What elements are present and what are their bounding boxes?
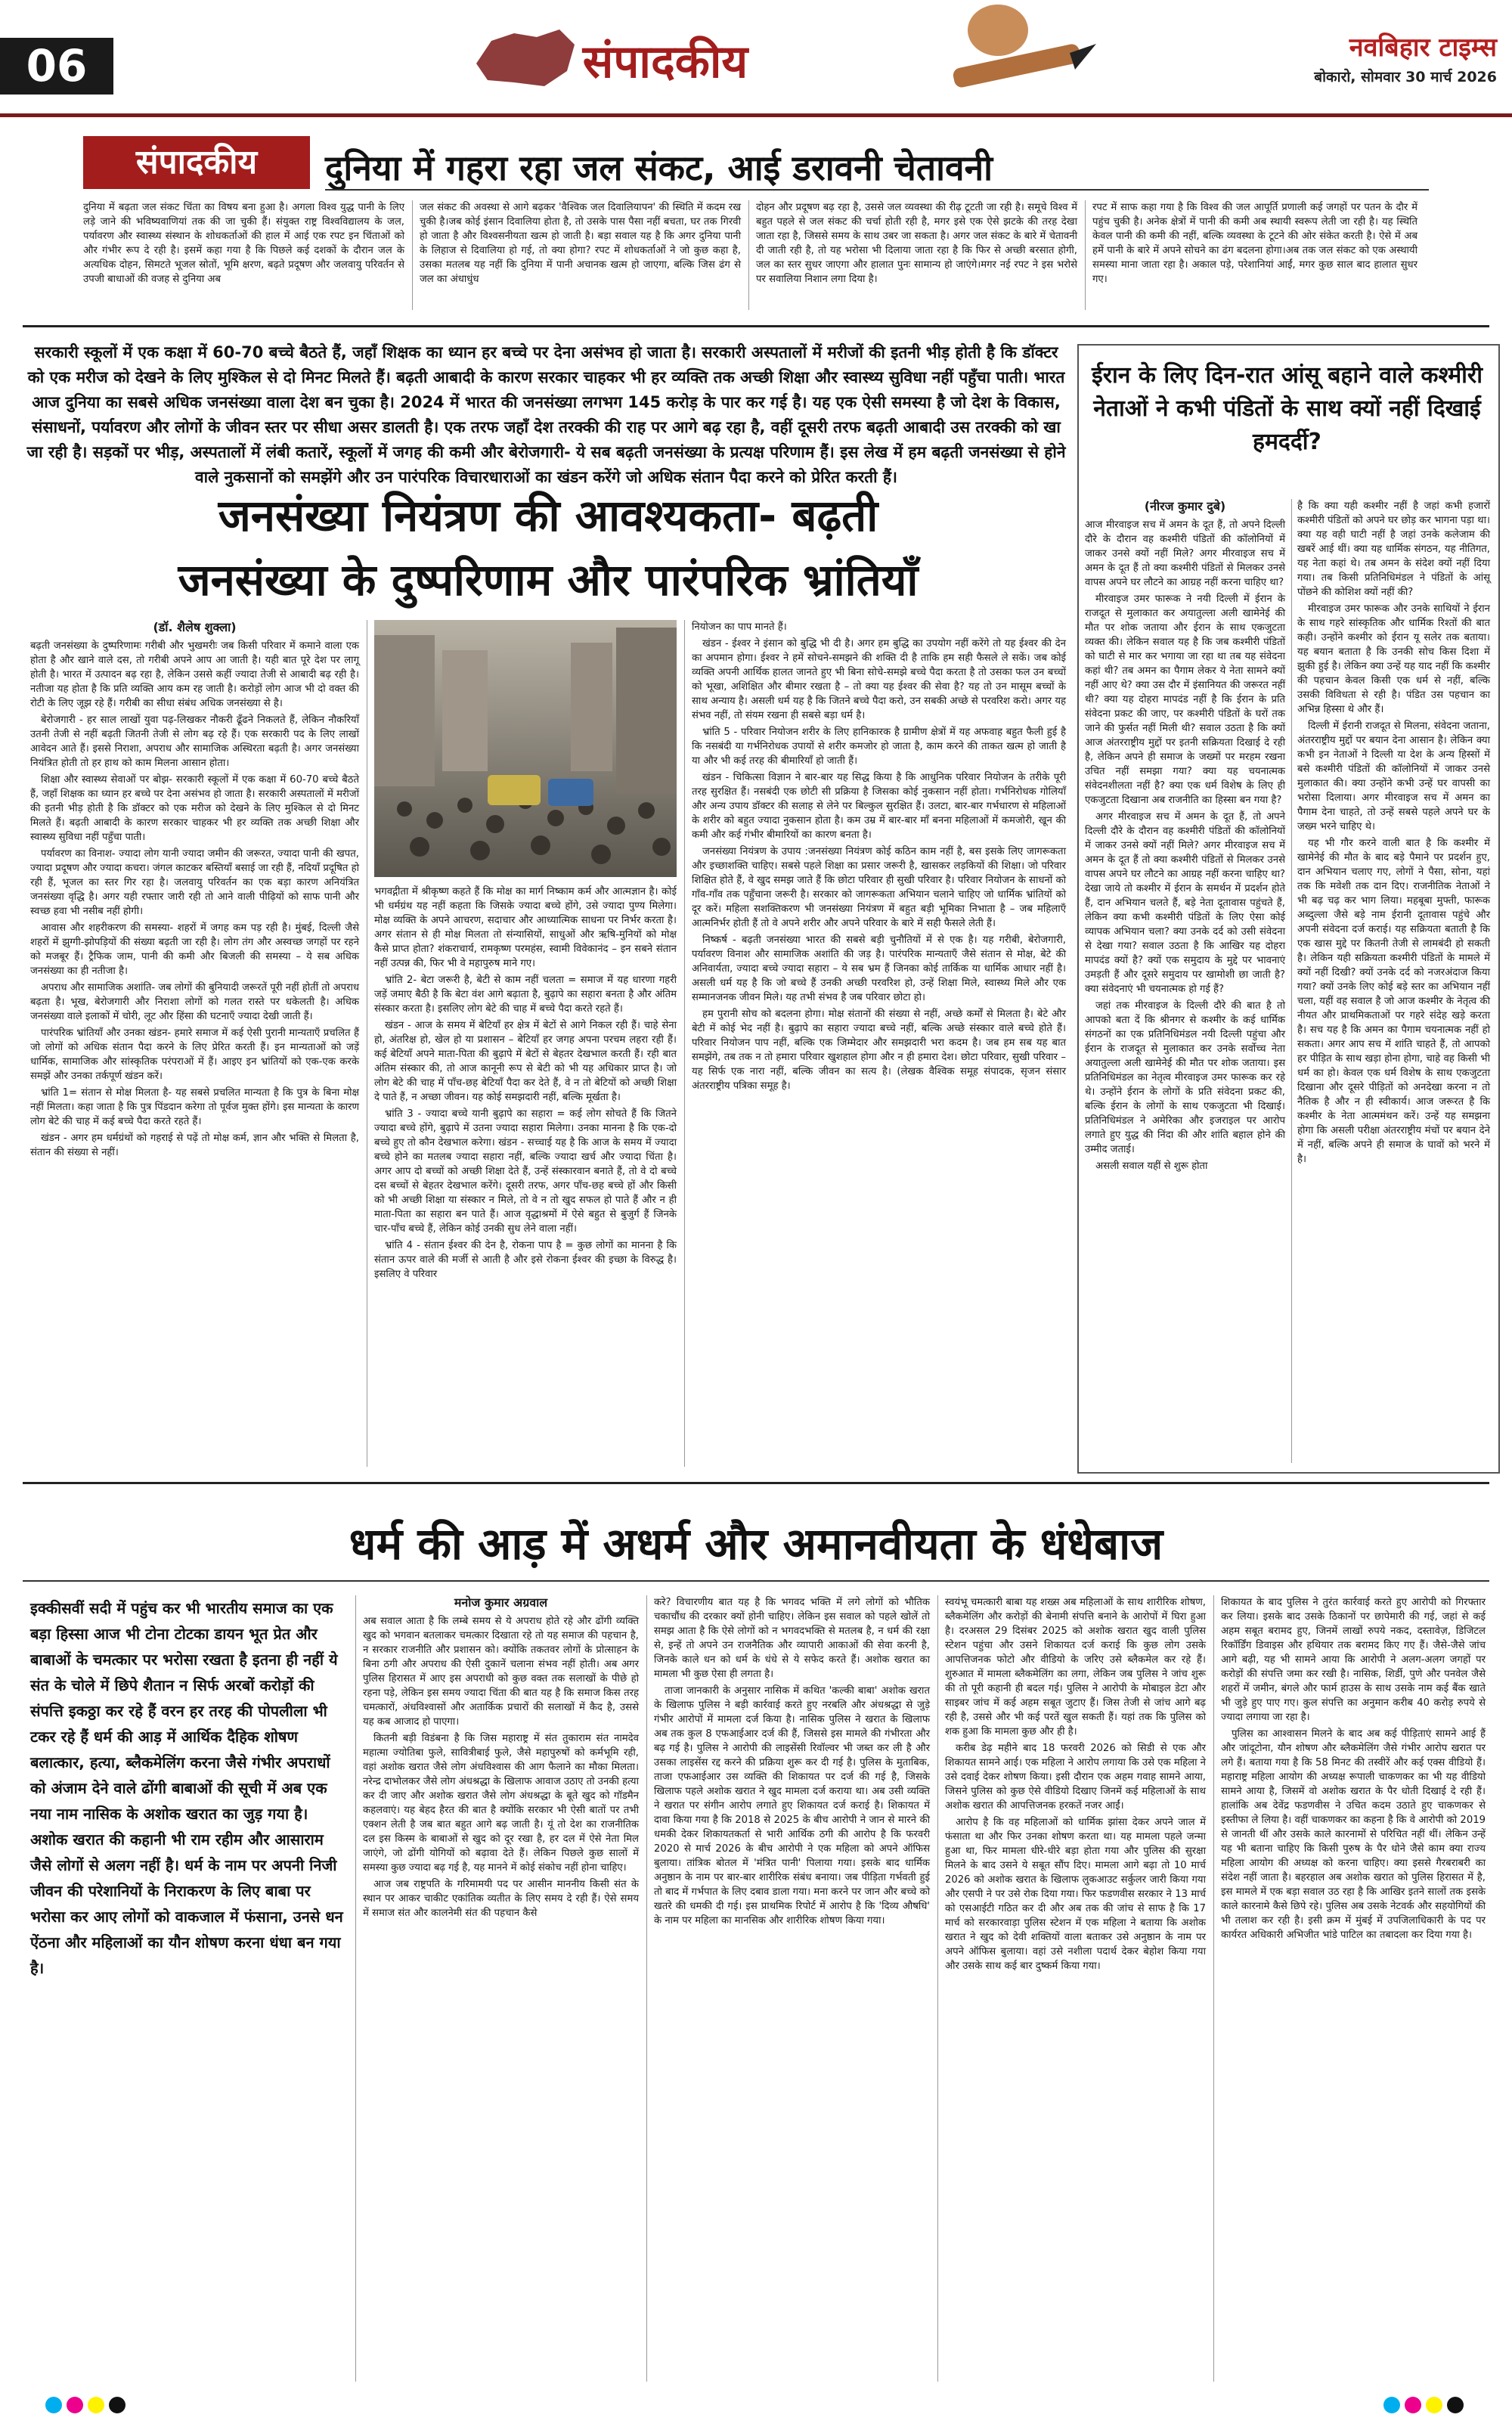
paragraph: भ्रांति 3 - ज्यादा बच्चे यानी बुढ़ापे का सहारा = कई लोग सोचते हैं कि जितने ज्यादा बच्चे होंगे, बुढ़ापे में उतना ज्यादा सहारा मिलेगा। उनका मानना है कि एक-दो बच्चे हुए तो कौन देखभाल करेगा। खंडन - सच्चाई यह है कि आज के समय में ज्यादा बच्चे होने का मतलब ज्यादा सहारा नहीं, बल्कि ज्यादा खर्च और ज्यादा चिंता है। अगर आप दो बच्चों को अच्छी शिक्षा देते हैं, उन्हें संस्कारवान बनाते हैं, तो वे दो बच्चे दस बच्चों से बेहतर देखभाल करेंगे। दूसरी तरफ, अगर पाँच-छह बच्चे हों और किसी को भी अच्छी शिक्षा या संस्कार न मिले, तो वे न तो खुद सफल हो पाते हैं और न ही माता-पिता का सहारा बन पाते हैं। आज वृद्धाश्रमों में ऐसे बहुत से बुजुर्ग हैं जिनके चार-पाँच बच्चे हैं, लेकिन कोई उनकी सुध लेने वाला नहीं। — [374, 1108, 677, 1235]
paragraph: भगवद्गीता में श्रीकृष्ण कहते हैं कि मोक्ष का मार्ग निष्काम कर्म और आत्मज्ञान है। कोई भी धर्मग्रंथ यह नहीं कहता कि जिसके ज्यादा बच्चे होंगे, उसे ज्यादा पुण्य मिलेगा। मोक्ष व्यक्ति के अपने आचरण, सदाचार और आध्यात्मिक साधना पर निर्भर करता है। अगर संतान से ही मोक्ष मिलता तो संन्यासियों, साधुओं और ऋषि-मुनियों को मोक्ष कैसे प्राप्त होता? शंकराचार्य, रामकृष्ण परमहंस, स्वामी विवेकानंद – इन सबने संतान नहीं उत्पन्न की, फिर भी वे महापुरुष माने गए। — [374, 886, 677, 969]
registration-mark — [1383, 2397, 1400, 2413]
paragraph: स्वयंभू चमत्कारी बाबा यह शख्स अब महिलाओं के साथ शारीरिक शोषण, ब्लैकमेलिंग और करोड़ों की बेनामी संपत्ति बनाने के आरोपों में घिरा हुआ है। दरअसल 29 दिसंबर 2025 को अशोक खरात खुद वाली पुलिस स्टेशन पहुंचा और उसने शिकायत दर्ज कराई कि कुछ लोग उसके आपत्तिजनक फोटो और वीडियो के जरिए उसे ब्लैकमेल कर रहे हैं। शुरुआत में मामला ब्लैकमेलिंग का लगा, लेकिन जब पुलिस ने जांच शुरू की तो पूरी कहानी ही बदल गई। पुलिस ने आरोपी के मोबाइल डेटा और साइबर जांच में कई अहम सबूत जुटाए हैं। जिस तेजी से जांच आगे बढ़ रही है, उससे और भी कई परतें खुल सकती हैं। यहां तक कि पुलिस को शक हुआ कि मामला कुछ और ही है। — [945, 1597, 1206, 1737]
population-column-1 — [30, 620, 359, 1162]
paragraph: आज मीरवाइज सच में अमन के दूत हैं, तो अपने दिल्ली दौरे के दौरान वह कश्मीरी पंडितों की कॉलोनियों में जाकर उनसे क्यों नहीं मिले? अगर मीरवाइज सच में अमन के दूत हैं तो क्या कश्मीरी पंडितों से मिलकर उनसे वापस अपने घर लौटने का आग्रह नहीं करना चाहिए था? — [1085, 519, 1285, 588]
editorial-label: संपादकीय — [83, 136, 310, 189]
paragraph: भ्रांति 5 - परिवार नियोजन शरीर के लिए हानिकारक है ग्रामीण क्षेत्रों में यह अफवाह बहुत फैली हुई है कि नसबंदी या गर्भनिरोधक उपायों से शरीर कमजोर हो जाता है, काम करने की ताकत खत्म हो जाती है या और भी कई तरह की बीमारियाँ हो जाती हैं। — [692, 727, 1066, 767]
religion-top-rule — [23, 1482, 1489, 1484]
religion-headline-rule — [23, 1580, 1489, 1582]
editorial-column: दुनिया में बढ़ता जल संकट चिंता का विषय बना हुआ है। अगला विश्व युद्ध पानी के लिए लड़े जाने की भविष्यवाणियां तक की जा चुकी हैं। संयुक्त राष्ट्र विश्वविद्यालय के जल, पर्यावरण और स्वास्थ्य संस्थान के शोधकर्ताओं की हाल में आई एक रपट इन चिंताओं को और गंभीर रूप दे रही है। इसमें कहा गया है कि पिछले कई दशकों के दौरान जल के अत्यधिक दोहन, सिमटते भूजल स्रोतों, भूमि क्षरण, बढ़ते प्रदूषण और जलवायु परिवर्तन से उपजी बाधाओं की वजह से दुनिया अब — [83, 202, 404, 285]
religion-column-1 — [363, 1595, 639, 1923]
paragraph: भ्रांति 4 - संतान ईश्वर की देन है, रोकना पाप है = कुछ लोगों का मानना है कि संतान ऊपर वाले की मर्जी से आती है और इसे रोकना ईश्वर की इच्छा के विरुद्ध है। इसलिए वे परिवार — [374, 1240, 677, 1280]
registration-mark — [1426, 2397, 1442, 2413]
paragraph: हम पुरानी सोच को बदलना होगा। मोक्ष संतानों की संख्या से नहीं, अच्छे कर्मों से मिलता है। बेटे और बेटी में कोई भेद नहीं है। बुढ़ापे का सहारा ज्यादा बच्चे नहीं, बल्कि अच्छे संस्कार वाले बच्चे होते हैं। परिवार नियोजन पाप नहीं, बल्कि एक जिम्मेदार और समझदारी भरा कदम है। जब हम सब यह बात समझेंगे, तब तक न तो हमारा परिवार खुशहाल होगा और न ही हमारा देश। छोटा परिवार, सुखी परिवार – यह सिर्फ एक नारा नहीं, बल्कि जीवन का सत्य है। (लेखक वैश्विक समूह संपादक, सृजन संसार अंतरराष्ट्रीय पत्रिका समूह है। — [692, 1009, 1066, 1092]
paragraph: आरोप है कि वह महिलाओं को धार्मिक झांसा देकर अपने जाल में फंसाता था और फिर उनका शोषण करता था। यह मामला पहले जन्मा हुआ था, फिर मामला धीरे-धीरे बड़ा होता गया और पुलिस की सुरक्षा मिलने के बाद उसने ये सबूत सौंप दिए। मामला आगे बढ़ा तो 10 मार्च 2026 को अशोक खरात के खिलाफ लुकआउट सर्कुलर जारी किया गया और एसपी ने पर उसे रोक दिया गया। फिर फडणवीस सरकार ने 13 मार्च को एसआईटी गठित कर दी और अब तक की जांच से साफ है कि 17 मार्च को सरकारवाड़ा पुलिस स्टेशन में एक महिला ने बताया कि अशोक खरात ने खुद को देवी शक्तियों वाला बताकर उसे अनुष्ठान के नाम पर अपने ऑफिस बुलाया। वहां उसे नशीला पदार्थ देकर बेहोश किया गया और उसके साथ कई बार दुष्कर्म किया गया। — [945, 1817, 1206, 1972]
paragraph: अब सवाल आता है कि लम्बे समय से ये अपराध होते रहे और ढोंगी व्यक्ति खुद को भगवान बतलाकर चमत्कार दिखाता रहे तो यह समाज की पहचान है, न सरकार राजनीति और प्रशासन को। क्योंकि तकतवर लोगों के प्रोत्साहन के बिना ठगी और अपराध की ऐसी दुकानें चलाना संभव नहीं होती। अब अगर पुलिस हिरासत में आए इस अपराधी को कुछ वक्त तक सलाखों के पीछे हो रहना पड़े, लेकिन इस समय ज्यादा चिंता की बात यह है कि समाज किस तरह चमत्कारों, अंधविश्वासों और अतार्किक प्रचारों की सलाखों में कैद है, उससे यह कब आजाद हो पाएगा। — [363, 1616, 639, 1728]
editorial-headline: दुनिया में गहरा रहा जल संकट, आई डरावनी चेतावनी — [325, 147, 993, 188]
paragraph: आवास और शहरीकरण की समस्या- शहरों में जगह कम पड़ रही है। मुंबई, दिल्ली जैसे शहरों में झुग्गी-झोपड़ियों की संख्या बढ़ती जा रही है। लोग तंग और अस्वच्छ जगहों पर रहने को मजबूर हैं। ट्रैफिक जाम, पानी की कमी और बिजली की समस्या – ये सब अधिक जनसंख्या का ही नतीजा है। — [30, 922, 359, 977]
population-headline-line1: जनसंख्या नियंत्रण की आवश्यकता- बढ़ती — [218, 490, 878, 541]
iran-headline: ईरान के लिए दिन-रात आंसू बहाने वाले कश्मीरी नेताओं ने कभी पंडितों के साथ क्यों नहीं दिखाई हमदर्दी? — [1092, 362, 1483, 455]
registration-mark — [109, 2397, 125, 2413]
population-column-2 — [374, 885, 677, 1284]
paragraph: कितनी बड़ी विडंबना है कि जिस महाराष्ट्र में संत तुकाराम संत नामदेव महात्मा ज्योतिबा फुले, सावित्रीबाई फुले, जैसे महापुरुषों को कर्मभूमि रही, वहां अशोक खरात जैसे लोग अंधविश्वास की आग फैलाने का मौका मिलता। नरेन्द्र दाभोलकर जैसे लोग अंधश्रद्धा के खिलाफ आवाज उठाए तो उनकी हत्या कर दी जाए और अशोक खरात जैसे लोग अंधश्रद्धा के बूते खुद को गॉडमैन कहलवाएं। यह बेहद हैरत की बात है क्योंकि सरकार भी ऐसी बातों पर तभी एक्शन लेती है जब बात बहुत आगे बढ़ जाती है। यूं तो देश का राजनीतिक दल इस किस्म के बाबाओं से खुद को दूर रखा है, हर दल में ऐसे नेता मिल जाएंगे, जो ढोंगी योगियों को बढ़ावा देते हैं। लेकिन पिछले कुछ सालों में समस्या कुछ ज्यादा बढ़ गई है, यह मानने में कोई संकोच नहीं होना चाहिए। — [363, 1733, 639, 1874]
pen-illustration-icon — [907, 0, 1104, 106]
paragraph: भ्रांति 1= संतान से मोक्ष मिलता है- यह सबसे प्रचलित मान्यता है कि पुत्र के बिना मोक्ष नहीं मिलता। कहा जाता है कि पुत्र पिंडदान करेगा तो पूर्वज मुक्त होंगे। इस मान्यता के कारण लोग बेटे की चाह में कई बच्चे पैदा करते रहते हैं। — [30, 1087, 359, 1127]
paragraph: मीरवाइज उमर फारूक और उनके साथियों ने ईरान के साथ गहरे सांस्कृतिक और धार्मिक रिश्तों की बात कही। उन्होंने कश्मीर को ईरान यू सलेर तक बताया। यह बयान बताता है कि उनकी सोच किस दिशा में झुकी हुई है। लेकिन क्या उन्हें यह याद नहीं कि कश्मीर की पहचान केवल किसी एक धर्म से नहीं, बल्कि उसकी विविधता से रही है। पंडित उस पहचान का अभिन्न हिस्सा थे और हैं। — [1297, 603, 1490, 715]
paragraph: अपराध और सामाजिक अशांति- जब लोगों की बुनियादी जरूरतें पूरी नहीं होतीं तो अपराध बढ़ता है। भूख, बेरोजगारी और निराशा लोगों को गलत रास्ते पर धकेलती है। अधिक जनसंख्या वाले इलाकों में चोरी, लूट और हिंसा की घटनाएँ ज्यादा देखी जाती हैं। — [30, 982, 359, 1022]
paragraph: पुलिस का आश्वासन मिलने के बाद अब कई पीड़िताएं सामने आई हैं और जांदूटोना, यौन शोषण और ब्लैकमेलिंग जैसे गंभीर आरोप खरात पर लगे हैं। बताया गया है कि 58 मिनट की तस्वीरें और कई एक्स वीडियो हैं। महाराष्ट्र महिला आयोग की अध्यक्ष रूपाली चाकणकर का भी यह वीडियो सामने आया है, जिसमें वो अशोक खरात के पैर धोती दिखाई दे रही हैं। हालांकि अब देवेंद्र फडणवीस ने उचित कदम उठाते हुए चाकणकर से इस्तीफा ले लिया है। वहीं चाकणकर का कहना है कि वे आरोपी को 2019 से जानती थीं और उसके काले कारनामों से परिचित नहीं थीं। लेकिन उन्हें यह भी बताना चाहिए कि किसी पुरुष के पैर धोने जैसे काम क्या राज्य महिला आयोग की अध्यक्ष को करना चाहिए। क्या इससे गैरबराबरी का संदेश नहीं जाता है। बहरहाल अब अशोक खरात को पुलिस हिरासत में है, इस मामले में एक बड़ा सवाल उठ रहा है कि आखिर इतने सालों तक इसके काले कारनामे कैसे छिपे रहे। पुलिस अब उसके नेटवर्क और सहयोगियों की भी तलाश कर रही है। इसी क्रम में मुंबई में उपजिलाधिकारी के पद पर कार्यरत अधिकारी अभिजीत भांडे पाटिल का तबादला कर दिया गया है। — [1221, 1728, 1486, 1941]
population-column-3 — [692, 620, 1066, 1096]
paragraph: मीरवाइज उमर फारूक ने नयी दिल्ली में ईरान के राजदूत से मुलाकात कर अयातुल्ला अली खामेनेई की मौत पर शोक जताया और ईरान के साथ एकजुटता व्यक्त की। लेकिन सवाल यह है कि जब कश्मीरी पंडितों को घाटी से मार कर भगाया जा रहा था तब यह संवेदना कहां थी? तब अमन का पैगाम लेकर ये नेता सामने क्यों नहीं आए थे? क्या उस दौर में इंसानियत की जरूरत नहीं थी? क्या यह दोहरा मापदंड नहीं है कि ईरान के प्रति संवेदना प्रकट की जाए, पर कश्मीरी पंडितों के घरों तक जाने की फुर्सत नहीं मिली थी? सवाल उठता है कि क्यों आज अंतरराष्ट्रीय मुद्दों पर इतनी सक्रियता दिखाई दे रही है, लेकिन अपने ही समाज के जख्मों पर मरहम रखना उचित नहीं समझा गया? क्या यह चयनात्मक संवेदनशीलता नहीं है? क्या एक धर्म विशेष के लिए ही एकजुटता दिखाना अब राजनीति का हिस्सा बन गया है? — [1085, 594, 1285, 806]
paragraph: जहां तक मीरवाइज के दिल्ली दौरे की बात है तो आपको बता दें कि श्रीनगर से कश्मीर के कई धार्मिक संगठनों का एक प्रतिनिधिमंडल नयी दिल्ली पहुंचा और ईरान के राजदूत से मुलाकात कर उनके सर्वोच्च नेता अयातुल्ला अली खामेनेई की मौत पर शोक जताया। इस प्रतिनिधिमंडल का नेतृत्व मीरवाइज उमर फारूक कर रहे थे। उन्होंने ईरान के लोगों के प्रति संवेदना प्रकट की, बल्कि ईरान के लोगों के साथ एकजुटता भी दिखाई। प्रतिनिधिमंडल ने अमेरिका और इजराइल पर आरोप लगाते हुए युद्ध की निंदा की और शांति बहाल होने की उम्मीद जताई। — [1085, 1000, 1285, 1155]
editorial-column: रपट में साफ कहा गया है कि विश्व की जल आपूर्ति प्रणाली कई जगहों पर पतन के दौर में पहुंच चुकी है। अनेक क्षेत्रों में पानी की कमी अब स्थायी स्वरूप लेती जा रही है। यह स्थिति केवल पानी की कमी की नहीं, बल्कि व्यवस्था के टूटने की ओर संकेत करती है। ऐसे में अब हमें पानी के बारे में अपने सोचने का ढंग बदलना होगा।अब तक जल संकट को एक अस्थायी समस्या माना जाता रहा है। अकाल पड़े, परेशानियां आईं, मगर कुछ साल बाद हालात सुधर गए। — [1092, 202, 1418, 285]
masthead-rule — [0, 113, 1512, 117]
paragraph: खंडन - चिकित्सा विज्ञान ने बार-बार यह सिद्ध किया है कि आधुनिक परिवार नियोजन के तरीके पूरी तरह सुरक्षित हैं। नसबंदी एक छोटी सी प्रक्रिया है जिसका कोई नुकसान नहीं होता। गर्भनिरोधक गोलियाँ और अन्य उपाय डॉक्टर की सलाह से लेने पर बिल्कुल सुरक्षित हैं। उलटा, बार-बार गर्भधारण से महिलाओं के शरीर को बहुत ज्यादा नुकसान होता है। कम उम्र में बार-बार माँ बनना महिलाओं में कमजोरी, खून की कमी और कई गंभीर बीमारियों का कारण बनता है। — [692, 772, 1066, 841]
paragraph: ताजा जानकारी के अनुसार नासिक में कथित 'कल्की बाबा' अशोक खरात के खिलाफ पुलिस ने बड़ी कार्रवाई करते हुए नरबलि और अंधश्रद्धा से जुड़े गंभीर आरोपों में मामला दर्ज किया है। नासिक पुलिस ने खरात के खिलाफ अब तक कुल 8 एफआईआर दर्ज की हैं, जिससे इस मामले की गंभीरता और बढ़ गई है। पुलिस ने आरोपी की लाइसेंसी रिवॉल्वर भी जब्त कर ली है और उसका लाइसेंस रद्द करने की प्रक्रिया शुरू कर दी गई है। पुलिस के मुताबिक, ताजा एफआईआर उस व्यक्ति की शिकायत पर दर्ज की गई है, जिसके खिलाफ पहले अशोक खरात ने खुद मामला दर्ज कराया था। अब उसी व्यक्ति ने खरात पर संगीन आरोप लगाते हुए शिकायत दर्ज कराई है। शिकायत में दावा किया गया है कि 2018 से 2025 के बीच आरोपी ने जान से मारने की धमकी देकर शिकायतकर्ता से भारी आर्थिक ठगी की आरोप है कि फरवरी 2020 से मार्च 2026 के बीच आरोपी ने एक महिला को अपने ऑफिस बुलाया। तांत्रिक बोतल में 'मंत्रित पानी' पिलाया गया। इसके बाद धार्मिक अनुष्ठान के नाम पर बार-बार शारीरिक संबंध बनाया। जब पीड़िता गर्भवती हुई तो बाद में गर्भपात के लिए दबाव डाला गया। मना करने पर जान और बच्चे को खतरे की धमकी दी गई। इस प्राथमिक रिपोर्ट में आरोप है कि 'दिव्य औषधि' के नाम पर महिला का मानसिक और शारीरिक शोषण किया गया। — [654, 1685, 930, 1926]
religion-column-2 — [654, 1595, 930, 1930]
registration-mark — [67, 2397, 83, 2413]
crowd-street-image — [374, 620, 677, 877]
editorial-column: दोहन और प्रदूषण बढ़ रहा है, उससे जल व्यवस्था की रीढ़ टूटती जा रही है। समूचे विश्व में बहुत पहले से जल संकट की चर्चा होती रही है, मगर इसे एक ऐसे झटके की तरह देखा जाता रहा है, जिससे समय के साथ उबर जा सकता है। अगर जल संकट के बारे में चेतावनी दी जाती रही है, तो यह भरोसा भी दिलाया जाता रहा है कि फिर से अच्छी बरसात होगी, जल का स्तर सुधर जाएगा और हालात पुनः सामान्य हो जाएंगे।मगर नई रपट ने इस भरोसे पर सवालिया निशान लगा दिया है। — [756, 202, 1077, 285]
paragraph: जनसंख्या नियंत्रण के उपाय :जनसंख्या नियंत्रण कोई कठिन काम नहीं है, बस इसके लिए जागरूकता और इच्छाशक्ति चाहिए। सबसे पहले शिक्षा का प्रसार जरूरी है, खासकर लड़कियों की शिक्षा। जो परिवार शिक्षित होते हैं, वे खुद समझ जाते हैं कि छोटा परिवार ही सुखी परिवार है। परिवार नियोजन के साधनों को गाँव-गाँव तक पहुँचाना जरूरी है। सरकार को जागरूकता अभियान चलाने चाहिए जो धार्मिक भ्रांतियों को दूर करें। महिला सशक्तिकरण भी जनसंख्या नियंत्रण में बहुत बड़ी भूमिका निभाता है – जब महिलाएँ आत्मनिर्भर होती हैं तो वे अपने शरीर और अपने परिवार के बारे में सही फैसले लेती हैं। — [692, 846, 1066, 929]
paragraph: बढ़ती जनसंख्या के दुष्परिणामः गरीबी और भुखमरीः जब किसी परिवार में कमाने वाला एक होता है और खाने वाले दस, तो गरीबी अपने आप आ जाती है। यही बात पूरे देश पर लागू होती है। भारत में उत्पादन बढ़ रहा है, लेकिन उससे कहीं ज्यादा तेजी से आबादी बढ़ रही है। नतीजा यह होता है कि प्रति व्यक्ति आय कम रह जाती है। करोड़ों लोग आज भी दो वक्त की रोटी के लिए जूझ रहे हैं। गरीबी का सीधा संबंध अधिक जनसंख्या से है। — [30, 640, 359, 709]
population-intro: सरकारी स्कूलों में एक कक्षा में 60-70 बच्चे बैठते हैं, जहाँ शिक्षक का ध्यान हर बच्चे पर देना असंभव हो जाता है। सरकारी अस्पतालों में मरीजों की इतनी भीड़ होती है कि डॉक्टर को एक मरीज को देखने के लिए मुश्किल से दो मिनट मिलते हैं। बढ़ती आबादी के कारण सरकार चाहकर भी हर व्यक्ति तक अच्छी शिक्षा और स्वास्थ्य सुविधा नहीं पहुँचा पाती। भारत आज दुनिया का सबसे अधिक जनसंख्या वाला देश बन चुका है। 2024 में भारत की जनसंख्या लगभग 145 करोड़ के पार कर गई है। यह एक ऐसी समस्या है जो देश के विकास, संसाधनों, पर्यावरण और लोगों के जीवन स्तर पर सीधा असर डालती है। एक तरफ जहाँ देश तरक्की की राह पर आगे बढ़ रहा है, वहीं दूसरी तरफ बढ़ती आबादी उस तरक्की को खा जा रही है। सड़कों पर भीड़, अस्पतालों में लंबी कतारें, स्कूलों में जगह की कमी और बेरोजगारी- ये सब बढ़ती जनसंख्या के प्रत्यक्ष परिणाम हैं। इस लेख में हम बढ़ती जनसंख्या से होने वाले नुकसानों को समझेंगे और उन पारंपरिक विचारधाराओं का खंडन करेंगे जो अधिक संतान पैदा करने को प्रेरित करती हैं। — [26, 343, 1066, 486]
paragraph: अगर मीरवाइज सच में अमन के दूत हैं, तो अपने दिल्ली दौरे के दौरान वह कश्मीरी पंडितों की कॉलोनियों में जाकर उनसे क्यों नहीं मिले? अगर मीरवाइज सच में अमन के दूत हैं तो क्या कश्मीरी पंडितों से मिलकर उनसे वापस अपने घर लौटने का आग्रह नहीं करना चाहिए था? देखा जाये तो कश्मीर में ईरान के समर्थन में प्रदर्शन होते हैं, दान अभियान चलते हैं, बड़े नेता दूतावास पहुंचते हैं, लेकिन क्या कभी कश्मीरी पंडितों के लिए ऐसा कोई व्यापक अभियान चला? क्या उनके दर्द को उसी संवेदना से देखा गया? सवाल उठता है कि आखिर यह दोहरा मापदंड क्यों है? क्यों एक समुदाय के मुद्दे पर भावनाएं उमड़ती हैं और दूसरे समुदाय पर खामोशी छा जाती है? क्या संवेदनाएं भी चयनात्मक हो गई हैं? — [1085, 811, 1285, 995]
editorial-headline-underline — [325, 189, 1429, 191]
paragraph: खंडन - ईश्वर ने इंसान को बुद्धि भी दी है। अगर हम बुद्धि का उपयोग नहीं करेंगे तो यह ईश्वर की देन का अपमान होगा। ईश्वर ने हमें सोचने-समझने की शक्ति दी है ताकि हम सही फैसले ले सकें। जब कोई व्यक्ति अपनी आर्थिक हालत जानते हुए भी बिना सोचे-समझे बच्चे पैदा करता है तो उसका फल उन बच्चों को भूखा, अशिक्षित और बीमार रखता है – तो क्या यह ईश्वर की सेवा है? यह तो उन मासूम बच्चों के साथ अन्याय है। असली धर्म यह है कि जितने बच्चे पैदा करो, उन सबकी अच्छे से परवरिश करो। अगर यह संभव नहीं, तो संयम रखना ही सबसे बड़ा धर्म है। — [692, 638, 1066, 721]
paragraph: करे? विचारणीय बात यह है कि भगवद भक्ति में लगे लोगों को भौतिक चकाचौंध की दरकार क्यों होनी चाहिए। लेकिन इस सवाल को पहले खोलें तो समझ आता है कि ऐसे लोगों को न भगवदभक्ति से मतलब है, न धर्म की रक्षा से, इन्हें तो अपने उन राजनैतिक और व्यापारी आकाओं की सेवा करनी है, जिनके काले धन को धर्म के धंधे से ये सफेद करते हैं। अशोक खरात का मामला भी कुछ ऐसा ही लगता है। — [654, 1597, 930, 1680]
paragraph: है कि क्या यही कश्मीर नहीं है जहां कभी हजारों कश्मीरी पंडितों को अपने घर छोड़ कर भागना पड़ा था। क्या यह वही घाटी नहीं है जहां उनके कलेजाम की खबरें आई थीं। क्या यह धार्मिक संगठन, यह नीतिगत, यह नेता कहां थे। तब अमन के संदेश क्यों नहीं दिया गया। तब किसी प्रतिनिधिमंडल ने पंडितों के आंसू पोंछने की कोशिश क्यों नहीं की? — [1297, 501, 1490, 598]
iran-byline: (नीरज कुमार दुबे) — [1144, 499, 1226, 513]
iran-column-1 — [1085, 499, 1285, 1176]
dateline: बोकारो, सोमवार 30 मार्च 2026 — [1314, 69, 1497, 85]
paragraph: निष्कर्ष - बढ़ती जनसंख्या भारत की सबसे बड़ी चुनौतियों में से एक है। यह गरीबी, बेरोजगारी, पर्यावरण विनाश और सामाजिक अशांति की जड़ है। पारंपरिक मान्यताएँ जैसे संतान से मोक्ष, बेटे की अनिवार्यता, ज्यादा बच्चे ज्यादा सहारा – ये सब भ्रम हैं जिनका कोई तार्किक या धार्मिक आधार नहीं है। असली धर्म यह है कि जो बच्चे हैं उनकी अच्छी परवरिश हो, उन्हें शिक्षा मिले, स्वास्थ्य मिले और एक सम्मानजनक जीवन मिले। यह तभी संभव है जब परिवार छोटा हो। — [692, 934, 1066, 1003]
paragraph: करीब डेढ़ महीने बाद 18 फरवरी 2026 को सिडी से एक और शिकायत सामने आई। एक महिला ने आरोप लगाया कि उसे एक महिला ने उसे दवाई देकर शोषण किया। इसी दौरान एक अहम गवाह सामने आया, जिसने पुलिस को कुछ ऐसे वीडियो दिखाए जिनमें कई महिलाओं के साथ अशोक खरात की आपत्तिजनक हरकतें नजर आईं। — [945, 1743, 1206, 1812]
population-byline: (डॉ. शैलेष शुक्ला) — [153, 620, 237, 634]
registration-mark — [45, 2397, 62, 2413]
editorial-bottom-rule — [23, 325, 1489, 327]
religion-headline: धर्म की आड़ में अधर्म और अमानवीयता के धंधेबाज — [349, 1518, 1163, 1570]
editorial-column: जल संकट की अवस्था से आगे बढ़कर 'वैश्विक जल दिवालियापन' की स्थिति में कदम रख चुकी है।जब कोई इंसान दिवालिया होता है, तो उसके पास पैसा नहीं बचता, घर तक गिरवी हो जाता है और विश्वसनीयता खत्म हो जाती है। बड़ा सवाल यह है कि अगर दुनिया पानी के लिहाज से दिवालिया हो गई, तो क्या होगा? रपट में शोधकर्ताओं ने जो कुछ कहा है, उसका मतलब यह नहीं कि दुनिया में पानी अचानक खत्म हो जाएगा, बल्कि जिस ढंग से जल का अंधाधुंध — [420, 202, 741, 285]
paragraph: असली सवाल यहीं से शुरू होता — [1095, 1161, 1208, 1172]
paragraph: दिल्ली में ईरानी राजदूत से मिलना, संवेदना जताना, अंतरराष्ट्रीय मुद्दों पर बयान देना आसान है। लेकिन क्या कभी इन नेताओं ने दिल्ली या देश के अन्य हिस्सों में बसे कश्मीरी पंडितों की कॉलोनियों में जाकर उनसे मुलाकात की। क्या उन्होंने कभी उन्हें घर वापसी का भरोसा दिलाया। अगर मीरवाइज सच में अमन का पैगाम देना चाहते, तो उन्हें सबसे पहले अपने घर के जख्म भरने चाहिए थे। — [1297, 721, 1490, 832]
paragraph: यह भी गौर करने वाली बात है कि कश्मीर में खामेनेई की मौत के बाद बड़े पैमाने पर प्रदर्शन हुए, दान अभियान चलाए गए, लोगों ने पैसा, सोना, यहां तक कि मवेशी तक दान दिए। राजनीतिक नेताओं ने भी बढ़ चढ़ कर भाग लिया। महबूबा मुफ्ती, फारूक अब्दुल्ला जैसे बड़े नाम ईरानी दूतावास पहुंचे और अपनी संवेदना दर्ज कराई। यह सक्रियता बताती है कि एक खास मुद्दे पर कितनी तेजी से लामबंदी हो सकती है। लेकिन यही सक्रियता कश्मीरी पंडितों के मामले में क्यों नहीं दिखी? क्यों उनके दर्द को नजरअंदाज किया गया? क्यों उनके लिए कोई बड़े स्तर का अभियान नहीं चला, यहीं वह सवाल है जो आज कश्मीर के नेतृत्व की नीयत और प्राथमिकताओं पर गहरे संदेह खड़े करता है। सच यह है कि अमन का पैगाम चयनात्मक नहीं हो सकता। अगर आप सच में शांति चाहते हैं, तो आपको हर पीड़ित के साथ खड़ा होना होगा, चाहे वह किसी भी धर्म का हो। केवल एक धर्म विशेष के साथ एकजुटता दिखाना और दूसरे पीड़ितों को अनदेखा करना न तो नैतिक है और न ही स्वीकार्य। आज जरूरत है कि कश्मीर के नेता आत्ममंथन करें। उन्हें यह समझना होगा कि असली परीक्षा अंतरराष्ट्रीय मंचों पर बयान देने में नहीं, बल्कि अपने ही समाज के घावों को भरने में है। — [1297, 838, 1490, 1165]
registration-mark — [88, 2397, 104, 2413]
religion-column-4 — [1221, 1595, 1486, 1945]
newspaper-name: नवबिहार टाइम्स — [1349, 33, 1497, 63]
iran-column-2 — [1297, 499, 1490, 1169]
masthead — [0, 0, 1512, 113]
religion-byline: मनोज कुमार अग्रवाल — [454, 1595, 548, 1610]
paragraph: खंडन - आज के समय में बेटियाँ हर क्षेत्र में बेटों से आगे निकल रही हैं। चाहे सेना हो, अंतरिक्ष हो, खेल हो या प्रशासन – बेटियाँ हर जगह अपना परचम लहरा रही हैं। कई बेटियाँ अपने माता-पिता की बुढ़ापे में बेटों से बेहतर देखभाल करती हैं। रही बात अंतिम संस्कार की, तो आज कानूनी रूप से बेटी को भी यह अधिकार प्राप्त है। जो लोग बेटे की चाह में पाँच-छह बेटियाँ पैदा कर देते हैं, वे न तो बेटियों को अच्छी शिक्षा दे पाते हैं, न अच्छा जीवन। यह कोई समझदारी नहीं, बल्कि मूर्खता है। — [374, 1020, 677, 1103]
registration-mark — [1405, 2397, 1421, 2413]
paragraph: भ्रांति 2- बेटा जरूरी है, बेटी से काम नहीं चलता = समाज में यह धारणा गहरी जड़ें जमाए बैठी है कि बेटा वंश आगे बढ़ाता है, बुढ़ापे का सहारा बनता है और अंतिम संस्कार करता है। इसलिए लोग बेटे की चाह में बच्चे पैदा करते रहते हैं। — [374, 975, 677, 1015]
registration-mark — [1447, 2397, 1464, 2413]
paragraph: बेरोजगारी - हर साल लाखों युवा पढ़-लिखकर नौकरी ढूँढने निकलते हैं, लेकिन नौकरियाँ उतनी तेजी से नहीं बढ़ती जितनी तेजी से लोग बढ़ रहे हैं। एक सरकारी पद के लिए लाखों आवेदन आते हैं। इससे निराशा, अपराध और सामाजिक अस्थिरता बढ़ती है। अगर जनसंख्या नियंत्रित होती तो हर हाथ को काम मिलना आसान होता। — [30, 714, 359, 769]
paragraph: आज जब राष्ट्रपति के गरिमामयी पद पर आसीन माननीय किसी संत के स्थान पर आकर चाकीट एकांतिक व्यतीत के लिए समय दे रही हैं। ऐसे समय में समाज संत और कालनेमी संत की पहचान कैसे — [363, 1879, 639, 1919]
paragraph: शिक्षा और स्वास्थ्य सेवाओं पर बोझ- सरकारी स्कूलों में एक कक्षा में 60-70 बच्चे बैठते हैं, जहाँ शिक्षक का ध्यान हर बच्चे पर देना असंभव हो जाता है। सरकारी अस्पतालों में मरीजों की इतनी भीड़ होती है कि डॉक्टर को एक मरीज को देखने के लिए मुश्किल से दो मिनट मिलते हैं। बढ़ती आबादी के कारण सरकार चाहकर भी हर व्यक्ति तक अच्छी शिक्षा और स्वास्थ्य सुविधा नहीं पहुँचा पाती। — [30, 774, 359, 843]
religion-column-3 — [945, 1595, 1206, 1976]
paragraph: नियोजन का पाप मानते हैं। — [692, 621, 787, 633]
paragraph: शिकायत के बाद पुलिस ने तुरंत कार्रवाई करते हुए आरोपी को गिरफ्तार कर लिया। इसके बाद उसके ठिकानों पर छापेमारी की गई, जहां से कई अहम सबूत बरामद हुए, जिनमें लाखों रुपये नकद, दस्तावेज़, डिजिटल रिकॉर्डिंग डिवाइस और हथियार तक बरामद किए गए हैं। जैसे-जैसे जांच आगे बढ़ी, यह भी सामने आया कि आरोपी ने अलग-अलग जगहों पर करोड़ों की संपत्ति जमा कर रखी है। नासिक, शिर्डी, पुणे और पनवेल जैसे शहरों में जमीन, बंगले और फार्म हाउस के साथ उसके नाम कई बैंक खाते भी जुड़े हुए पाए गए। कुल संपत्ति का अनुमान करीब 40 करोड़ रुपये से ज्यादा लगाया जा रहा है। — [1221, 1597, 1486, 1723]
section-title: संपादकीय — [582, 36, 748, 88]
page-number: 06 — [0, 38, 113, 95]
paragraph: पारंपरिक भ्रांतियाँ और उनका खंडन- हमारे समाज में कई ऐसी पुरानी मान्यताएँ प्रचलित हैं जो लोगों को अधिक संतान पैदा करने के लिए प्रेरित करती हैं। इन मान्यताओं को जड़ें धार्मिक, सामाजिक और सांस्कृतिक परंपराओं में हैं। आइए इन भ्रांतियों को एक-एक करके समझें और उनका तर्कपूर्ण खंडन करें। — [30, 1027, 359, 1082]
paragraph: पर्यावरण का विनाश- ज्यादा लोग यानी ज्यादा जमीन की जरूरत, ज्यादा पानी की खपत, ज्यादा प्रदूषण और ज्यादा कचरा। जंगल काटकर बस्तियाँ बसाई जा रही हैं, नदियाँ प्रदूषित हो रही हैं, भूजल का स्तर गिर रहा है। जलवायु परिवर्तन का एक बड़ा कारण अनियंत्रित जनसंख्या वृद्धि है। अगर यही रफ्तार जारी रही तो आने वाली पीढ़ियों को साफ पानी और स्वच्छ हवा भी नसीब नहीं होगी। — [30, 848, 359, 917]
religion-pull-quote: इक्कीसवीं सदी में पहुंच कर भी भारतीय समाज का एक बड़ा हिस्सा आज भी टोना टोटका डायन भूत प्रेत और बाबाओं के चमत्कार पर भरोसा रखता है इतना ही नहीं ये संत के चोले में छिपे शैतान न सिर्फ अरबों करोड़ों की संपत्ति इकठ्ठा कर रहे हैं वरन हर तरह की पोपलीला भी टकर रहे हैं धर्म की आड़ में आर्थिक दैहिक शोषण बलात्कार, हत्या, ब्लैकमेलिंग करना जैसे गंभीर अपराधों को अंजाम देने वाले ढोंगी बाबाओं की सूची में अब एक नया नाम नासिक के अशोक खरात का जुड़ गया है। अशोक खरात की कहानी भी राम रहीम और आसाराम जैसे लोगों से अलग नहीं है। धर्म के नाम पर अपनी निजी जीवन की परेशानियों के निराकरण के लिए बाबा पर भरोसा कर आए लोगों को वाकजाल में फंसाना, उनसे धन ऐंठना और महिलाओं का यौन शोषण करना धंधा बन गया है। — [30, 1599, 343, 1977]
paragraph: खंडन - अगर हम धर्मग्रंथों को गहराई से पढ़ें तो मोक्ष कर्म, ज्ञान और भक्ति से मिलता है, संतान की संख्या से नहीं। — [30, 1133, 359, 1158]
population-headline-line2: जनसंख्या के दुष्परिणाम और पारंपरिक भ्रांतियाँ — [178, 554, 919, 606]
